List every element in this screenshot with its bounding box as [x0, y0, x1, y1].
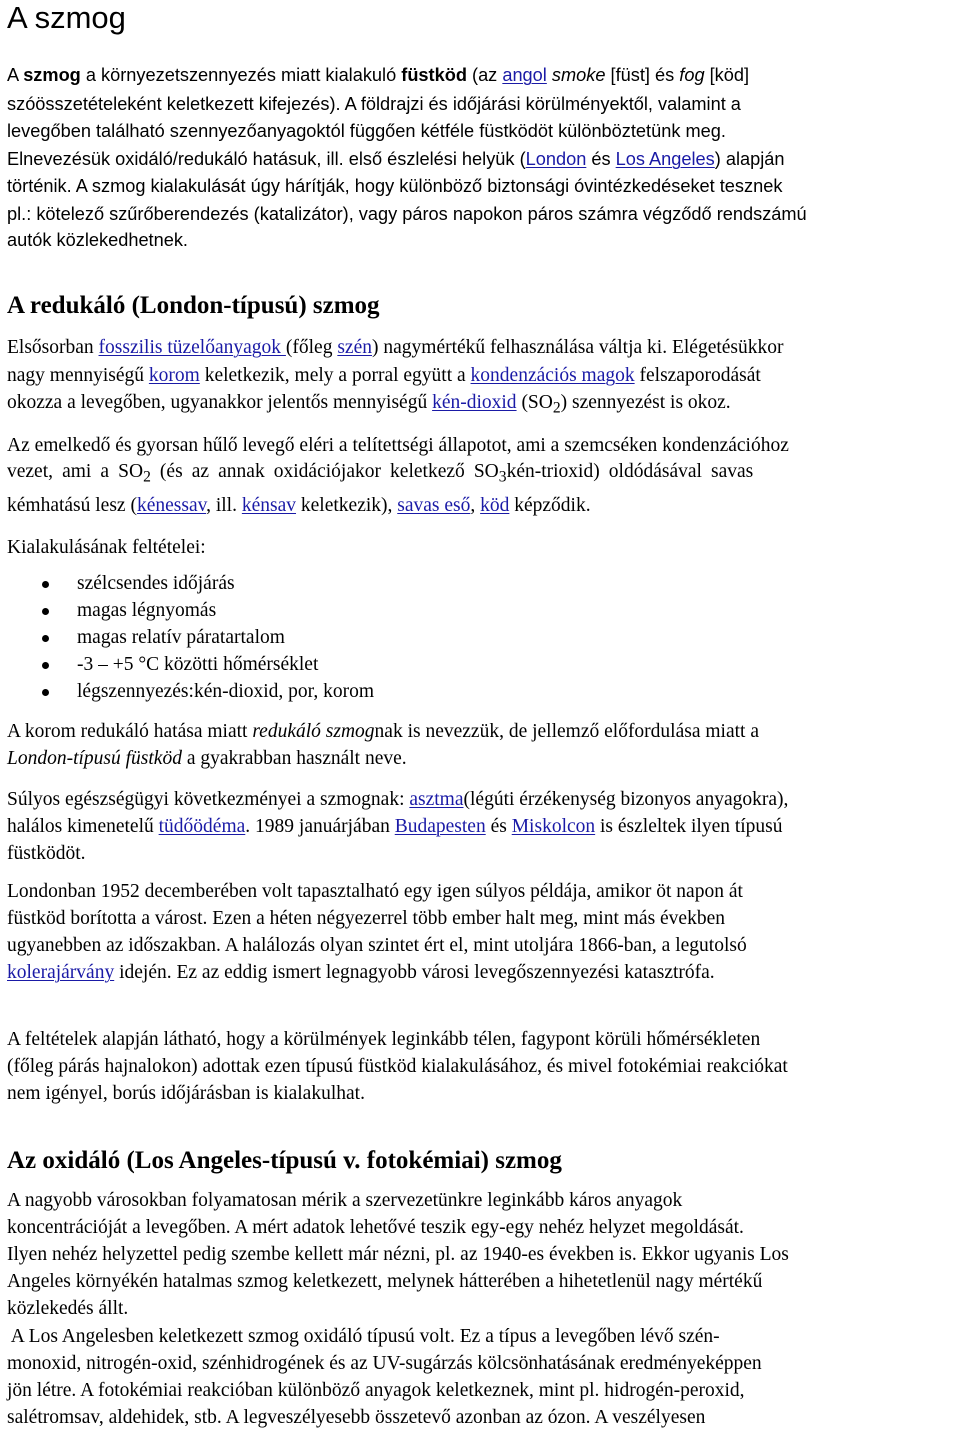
- intro-line-6: pl.: kötelező szűrőberendezés (katalizátor), vagy páros napokon páros számra végződő rendszámú: [7, 204, 807, 224]
- link-london[interactable]: London: [525, 149, 587, 169]
- london-p5-line-3: ugyanebben az időszakban. A halálozás olyan szintet ért el, mint utoljára 1866-ban, a legutolsó: [7, 935, 747, 956]
- london-p5-line-2: füstköd borította a várost. Ezen a héten négyezerrel több ember halt meg, mint más években: [7, 908, 725, 929]
- london-p2-line-1: Az emelkedő és gyorsan hűlő levegő eléri a telítettségi állapotot, ami a szemcséken kondenzációhoz: [7, 435, 789, 456]
- la-p1-line-4: Angeles környékén hatalmas szmog keletkezett, melynek hátterében a hihetetlenül nagy mértékű: [7, 1271, 763, 1292]
- section-heading-los-angeles: Az oxidáló (Los Angeles-típusú v. fotokémiai) szmog: [7, 1147, 562, 1174]
- link-ken-dioxid[interactable]: kén-dioxid: [432, 392, 517, 413]
- link-kolerajarvany[interactable]: kolerajárvány: [7, 962, 115, 983]
- la-p1-line-3: Ilyen nehéz helyzettel pedig szembe kellett már nézni, pl. az 1940-es években is. Ekkor ugyanis Los: [7, 1244, 789, 1265]
- la-p2-line-2: monoxid, nitrogén-oxid, szénhidrogének és az UV-sugárzás kölcsönhatásának eredményeképpen: [7, 1353, 762, 1374]
- la-p2-line-4: salétromsav, aldehidek, stb. A legveszélyesebb összetevő azonban az ózon. A veszélyesen: [7, 1407, 706, 1428]
- intro-line-7: autók közlekedhetnek.: [7, 230, 188, 250]
- conditions-title: Kialakulásának feltételei:: [7, 537, 206, 558]
- la-p2-line-1: A Los Angelesben keletkezett szmog oxidáló típusú volt. Ez a típus a levegőben lévő szén-: [7, 1326, 720, 1347]
- london-p3-line-2: London-típusú füstköd a gyakrabban használt neve.: [7, 748, 407, 769]
- london-p4-line-1: Súlyos egészségügyi következményei a szmognak: asztma(légúti érzékenység bizonyos anyagokra),: [7, 789, 789, 810]
- link-kensav[interactable]: kénsav: [241, 495, 297, 516]
- bullet-icon: [42, 635, 49, 642]
- bullet-icon: [42, 662, 49, 669]
- link-kondenzacios-magok[interactable]: kondenzációs magok: [470, 365, 635, 386]
- london-p5-line-4: kolerajárvány idején. Ez az eddig ismert legnagyobb városi levegőszennyezési katasztrófa.: [7, 962, 715, 983]
- london-p6-line-1: A feltételek alapján látható, hogy a körülmények leginkább télen, fagypont körüli hőmérsékleten: [7, 1029, 761, 1050]
- list-item: magas relatív páratartalom: [77, 627, 285, 648]
- london-p5-line-1: Londonban 1952 decemberében volt tapasztalható egy igen súlyos példája, amikor öt napon át: [7, 881, 743, 902]
- intro-line-5: történik. A szmog kialakulását úgy hárítják, hogy különböző biztonsági óvintézkedéseket tesznek: [7, 176, 783, 196]
- bullet-icon: [42, 581, 49, 588]
- london-p1-line-2: nagy mennyiségű korom keletkezik, mely a porral együtt a kondenzációs magok felszaporodását: [7, 365, 761, 386]
- london-p1-line-1: Elsősorban fosszilis tüzelőanyagok (főleg szén) nagymértékű felhasználása váltja ki. Elégetésükkor: [7, 337, 784, 358]
- london-p4-line-2: halálos kimenetelű tüdőödéma. 1989 januárjában Budapesten és Miskolcon is észleltek ilyen típusú: [7, 816, 783, 837]
- link-budapesten[interactable]: Budapesten: [394, 816, 486, 837]
- section-heading-london: A redukáló (London-típusú) szmog: [7, 292, 380, 319]
- list-item: -3 – +5 °C közötti hőmérséklet: [77, 654, 319, 675]
- bullet-icon: [42, 608, 49, 615]
- list-item: szélcsendes időjárás: [77, 573, 235, 594]
- link-korom[interactable]: korom: [148, 365, 200, 386]
- intro-line-3: levegőben található szennyezőanyagoktól függően kétféle füstködöt különböztetünk meg.: [7, 121, 726, 141]
- link-angol[interactable]: angol: [502, 65, 547, 85]
- bullet-icon: [42, 689, 49, 696]
- intro-line-1: A szmog a környezetszennyezés miatt kialakuló füstköd (az angol smoke [füst] és fog [köd]: [7, 65, 750, 85]
- list-item: magas légnyomás: [77, 600, 217, 621]
- la-p1-line-2: koncentrációját a levegőben. A mért adatok lehetővé teszik egy-egy nehéz helyzet megoldását.: [7, 1217, 744, 1238]
- london-p6-line-2: (főleg párás hajnalokon) adottak ezen típusú füstköd kialakulásához, és mivel fotokémiai reakciókat: [7, 1056, 788, 1077]
- link-kenessav[interactable]: kénessav: [136, 495, 207, 516]
- london-p2-line-3: kémhatású lesz (kénessav, ill. kénsav keletkezik), savas eső, köd képződik.: [7, 495, 591, 516]
- link-savas-eso[interactable]: savas eső: [397, 495, 471, 516]
- link-tudoodema[interactable]: tüdőödéma: [158, 816, 246, 837]
- london-p4-line-3: füstködöt.: [7, 843, 86, 864]
- link-fosszilis-tuzeloanyagok[interactable]: fosszilis tüzelőanyagok: [98, 337, 286, 358]
- list-item: légszennyezés:kén-dioxid, por, korom: [77, 681, 375, 702]
- link-kod[interactable]: köd: [480, 495, 510, 516]
- link-los-angeles[interactable]: Los Angeles: [615, 149, 715, 169]
- intro-line-2: szóösszetételeként keletkezett kifejezés). A földrajzi és időjárási körülményektől, valamint a: [7, 94, 741, 114]
- link-miskolcon[interactable]: Miskolcon: [511, 816, 596, 837]
- la-p1-line-1: A nagyobb városokban folyamatosan mérik a szervezetünkre leginkább káros anyagok: [7, 1190, 683, 1211]
- intro-line-4: Elnevezésük oxidáló/redukáló hatásuk, ill. első észlelési helyük (London és Los Angeles) alapján: [7, 149, 785, 169]
- london-p1-line-3: okozza a levegőben, ugyanakkor jelentős mennyiségű kén-dioxid $(SO_2)$ szennyezést is okoz.: [7, 392, 731, 417]
- la-p1-line-5: közlekedés állt.: [7, 1298, 129, 1319]
- london-p3-line-1: A korom redukáló hatása miatt redukáló szmognak is nevezzük, de jellemző előfordulása miatt a: [7, 721, 759, 742]
- la-p2-line-3: jön létre. A fotokémiai reakcióban különböző anyagok keletkeznek, mint pl. hidrogén-peroxid,: [7, 1380, 745, 1401]
- page-title: A szmog: [7, 0, 126, 35]
- london-p2-line-2: vezet, ami a $SO_2$ (és az annak oxidációjakor keletkező $SO_3kén-trioxid$) oldódásával savas: [7, 461, 754, 486]
- link-asztma[interactable]: asztma: [409, 789, 464, 810]
- london-p6-line-3: nem igényel, borús időjárásban is kialakulhat.: [7, 1083, 365, 1104]
- link-szen[interactable]: szén: [337, 337, 372, 358]
